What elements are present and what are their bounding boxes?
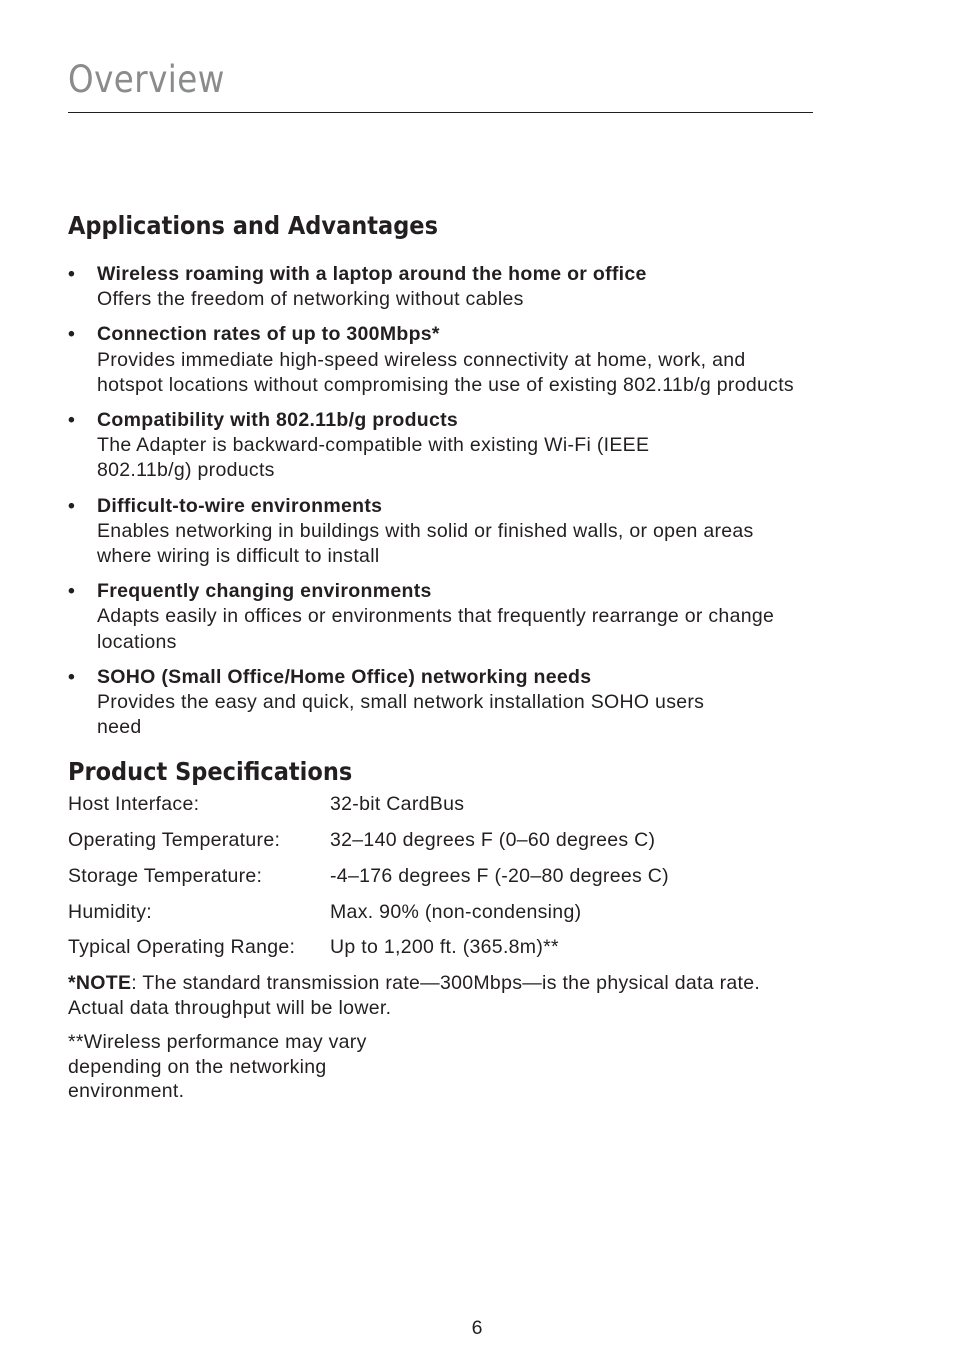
transmission-note (68, 971, 813, 1020)
header-divider (68, 112, 813, 113)
spec-label: Storage Temperature: (68, 864, 263, 887)
note-prefix: *NOTE (68, 971, 132, 994)
advantage-title: SOHO (Small Office/Home Office) networking needs (97, 665, 592, 688)
page-header (68, 58, 813, 102)
bullet-icon: • (68, 263, 76, 285)
table-row (68, 792, 813, 817)
advantage-title: Wireless roaming with a laptop around the home or office (97, 263, 647, 285)
advantage-description: Enables networking in buildings with solid or finished walls, or open areas where wiring is difficult to install (97, 519, 754, 568)
bullet-icon: • (68, 665, 76, 688)
advantages-list (68, 262, 813, 740)
spec-label: Humidity: (68, 900, 152, 923)
table-row (68, 900, 813, 925)
advantage-title: Connection rates of up to 300Mbps* (97, 323, 440, 346)
spec-value: 32–140 degrees F (0–60 degrees C) (330, 829, 656, 852)
page-content (68, 208, 813, 1114)
bullet-icon: • (68, 409, 76, 432)
spec-value: Max. 90% (non-condensing) (330, 900, 582, 923)
bullet-icon: • (68, 580, 76, 603)
page-number: 6 (471, 1317, 483, 1339)
spec-value: Up to 1,200 ft. (365.8m)** (330, 936, 559, 959)
bullet-icon: • (68, 494, 76, 517)
bullet-icon: • (68, 323, 76, 346)
spec-value: -4–176 degrees F (-20–80 degrees C) (330, 864, 669, 887)
applications-heading: Applications and Advantages (68, 211, 438, 240)
list-item (68, 665, 813, 741)
advantage-description: Provides the easy and quick, small network installation SOHO users need (97, 691, 705, 739)
table-row (68, 828, 813, 853)
specifications-heading: Product Specifications (68, 757, 353, 787)
advantage-title: Compatibility with 802.11b/g products (97, 409, 459, 432)
list-item (68, 262, 813, 312)
list-item (68, 579, 813, 655)
list-item (68, 494, 813, 570)
page-title: Overview (68, 58, 225, 101)
table-row (68, 935, 813, 960)
note-text: : The standard transmission rate—300Mbps—is the physical data rate. Actual data throughput will be lower. (68, 971, 761, 1019)
advantage-description: Offers the freedom of networking without cables (97, 288, 524, 311)
spec-label: Host Interface: (68, 793, 200, 816)
advantage-title: Difficult-to-wire environments (97, 494, 383, 517)
spec-label: Typical Operating Range: (68, 936, 296, 959)
advantage-title: Frequently changing environments (97, 580, 432, 603)
spec-value: 32-bit CardBus (330, 793, 465, 816)
advantage-description: Provides immediate high-speed wireless connectivity at home, work, and hotspot locations without compromising the use of existing 802.11b/g products (97, 348, 794, 396)
table-row (68, 864, 813, 889)
spec-label: Operating Temperature: (68, 829, 281, 852)
advantage-description: The Adapter is backward-compatible with existing Wi-Fi (IEEE 802.11b/g) products (97, 434, 650, 482)
specifications-table (68, 792, 813, 960)
list-item (68, 322, 813, 398)
list-item (68, 408, 813, 484)
performance-footnote: **Wireless performance may vary depending on the networking environment. (68, 1031, 367, 1103)
advantage-description: Adapts easily in offices or environments that frequently rearrange or change locations (97, 605, 775, 653)
